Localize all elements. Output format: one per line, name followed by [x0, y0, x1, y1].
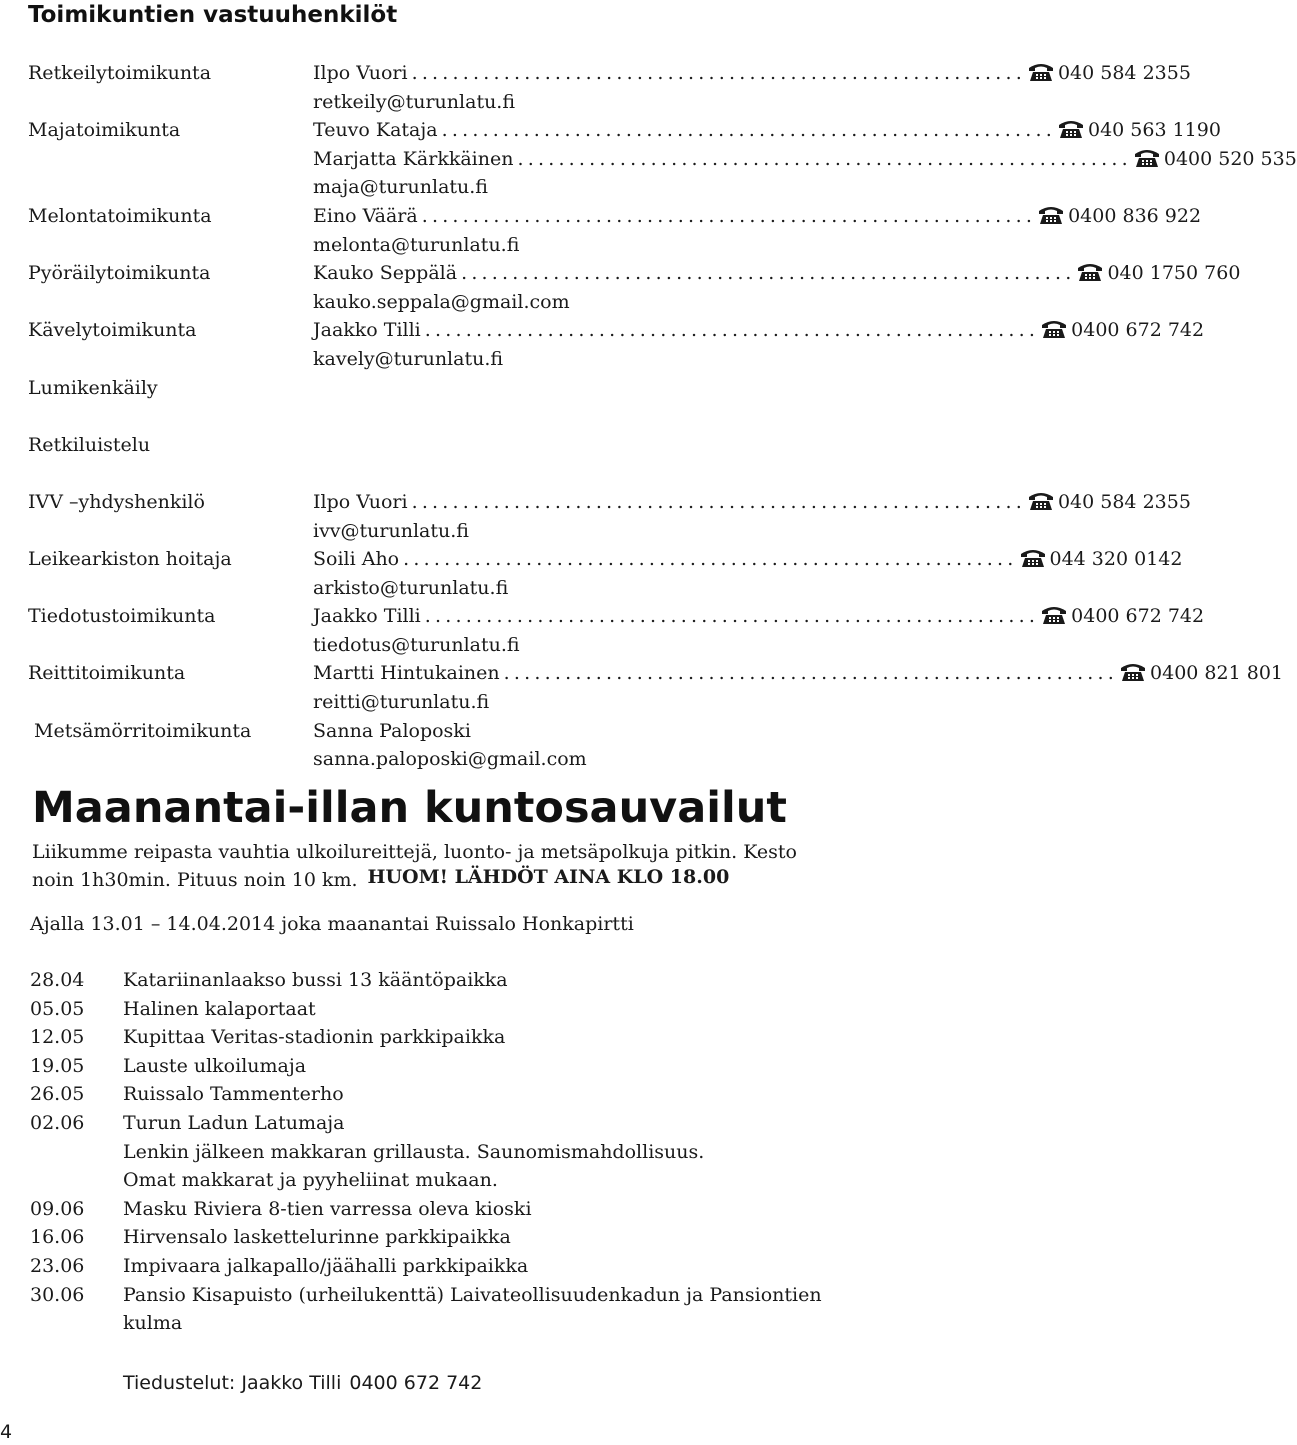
- contact-info: [123, 1368, 482, 1398]
- person-line: [313, 659, 1283, 688]
- person-line: [313, 602, 1205, 631]
- telephone-icon: [1041, 319, 1067, 339]
- schedule-row: [0, 1023, 960, 1052]
- committee-name: Metsämörritoimikunta: [34, 719, 252, 742]
- schedule-place: [123, 1223, 958, 1252]
- schedule-place: [123, 1109, 958, 1195]
- contact-row: [0, 602, 1205, 631]
- page-number: 4: [0, 1421, 13, 1443]
- phone-number: [1039, 602, 1204, 631]
- headline: Maanantai-illan kuntosauvailut: [32, 783, 787, 833]
- email-address: sanna.paloposki@gmail.com: [313, 748, 587, 771]
- email-address: maja@turunlatu.fi: [313, 176, 488, 199]
- committee-name: Retkiluistelu: [28, 433, 151, 456]
- contact-row: [0, 145, 1297, 174]
- telephone-icon: [1020, 548, 1046, 568]
- email-address: arkisto@turunlatu.fi: [313, 576, 509, 599]
- schedule-line: Ruissalo Tammenterho: [123, 1083, 344, 1106]
- schedule-line: Katariinanlaakso bussi 13 kääntöpaikka: [123, 969, 508, 991]
- contact-row: [0, 88, 960, 117]
- schedule-date: 16.06: [30, 1226, 85, 1249]
- phone-text: 040 563 1190: [1087, 119, 1221, 142]
- contact-row: [0, 345, 960, 374]
- schedule-place: [123, 1252, 958, 1281]
- phone-text: 0400 520 535: [1163, 147, 1297, 170]
- leader-dots: ............................................................: [411, 62, 1026, 84]
- schedule-place: [123, 995, 958, 1024]
- schedule-date: 12.05: [30, 1026, 85, 1049]
- contact-row: [0, 545, 1183, 574]
- schedule-date: 30.06: [30, 1283, 85, 1306]
- phone-number: [1036, 202, 1201, 231]
- contact-row: [0, 717, 960, 746]
- schedule-row: [0, 1052, 960, 1081]
- schedule-place: [123, 1052, 958, 1081]
- contact-row: [0, 631, 960, 660]
- email-address: tiedotus@turunlatu.fi: [313, 633, 520, 656]
- committee-name: Leikearkiston hoitaja: [28, 548, 232, 571]
- leader-dots: ............................................................: [424, 605, 1040, 628]
- person-line: [313, 259, 1241, 288]
- contact-row: [0, 173, 960, 202]
- phone-text: 040 1750 760: [1107, 262, 1241, 285]
- committee-name: Lumikenkäily: [28, 376, 158, 399]
- person-line: [313, 545, 1183, 574]
- contact-row: [0, 231, 960, 260]
- committee-name: Tiedotustoimikunta: [28, 605, 216, 628]
- telephone-icon: [1028, 62, 1054, 82]
- committee-name: Retkeilytoimikunta: [28, 62, 212, 84]
- person-line: [313, 59, 1191, 88]
- schedule-row: [0, 1223, 960, 1252]
- person-name: Martti Hintukainen: [313, 662, 500, 685]
- leader-dots: ............................................................: [441, 119, 1056, 142]
- person-line: [313, 202, 1202, 231]
- committee-name: Reittitoimikunta: [28, 662, 186, 685]
- schedule-row: [0, 1080, 960, 1109]
- committee-name: Kävelytoimikunta: [28, 319, 197, 342]
- person-name: Sanna Paloposki: [313, 719, 471, 742]
- committee-name: Majatoimikunta: [28, 119, 181, 142]
- intro-text: [32, 838, 960, 894]
- person-name: Ilpo Vuori: [313, 62, 408, 84]
- schedule-line: Masku Riviera 8-tien varressa oleva kioski: [123, 1197, 532, 1220]
- contact-row: [0, 574, 960, 603]
- person-line: [313, 116, 1221, 145]
- phone-number: [1026, 59, 1191, 88]
- period-text: Ajalla 13.01 – 14.04.2014 joka maanantai Ruissalo Honkapirtti: [30, 913, 634, 935]
- contact-row: [0, 402, 960, 431]
- schedule-place: [123, 966, 958, 995]
- section-title: Toimikuntien vastuuhenkilöt: [28, 2, 398, 28]
- leader-dots: ............................................................: [517, 147, 1132, 170]
- schedule-row: [0, 995, 960, 1024]
- schedule-line: Turun Ladun Latumaja: [123, 1111, 345, 1134]
- person-name: Ilpo Vuori: [313, 490, 408, 513]
- phone-number: [1026, 488, 1191, 517]
- telephone-icon: [1134, 148, 1160, 168]
- leader-dots: ............................................................: [503, 662, 1119, 685]
- contact-row: [0, 202, 1202, 231]
- schedule-date: 28.04: [30, 969, 85, 991]
- telephone-icon: [1028, 491, 1054, 511]
- phone-text: 040 584 2355: [1057, 490, 1191, 513]
- schedule-line: Omat makkarat ja pyyheliinat mukaan.: [123, 1169, 498, 1192]
- info-phone: 0400 672 742: [349, 1372, 483, 1394]
- schedule-line: Pansio Kisapuisto (urheilukenttä) Laivateollisuudenkadun ja Pansiontien: [123, 1283, 822, 1306]
- person-name: Jaakko Tilli: [313, 605, 421, 628]
- contact-row: [0, 431, 960, 460]
- contact-row: [0, 259, 1241, 288]
- phone-number: [1075, 259, 1240, 288]
- contact-row: [0, 459, 960, 488]
- contact-row: [0, 316, 1205, 345]
- email-address: melonta@turunlatu.fi: [313, 233, 520, 256]
- schedule-line: Lauste ulkoilumaja: [123, 1054, 307, 1077]
- telephone-icon: [1058, 119, 1084, 139]
- departure-notice: HUOM! LÄHDÖT AINA KLO 18.00: [367, 866, 730, 888]
- intro-line-2-text: noin 1h30min. Pituus noin 10 km.: [32, 869, 358, 891]
- schedule-line: kulma: [123, 1312, 183, 1335]
- schedule-line: Impivaara jalkapallo/jäähalli parkkipaikka: [123, 1254, 529, 1277]
- person-name: Soili Aho: [313, 548, 400, 571]
- email-address: kavely@turunlatu.fi: [313, 347, 504, 370]
- intro-line-1: Liikumme reipasta vauhtia ulkoilureittejä, luonto- ja metsäpolkuja pitkin. Kesto: [32, 841, 797, 863]
- schedule-place: [123, 1195, 958, 1224]
- telephone-icon: [1038, 205, 1064, 225]
- phone-number: [1039, 316, 1204, 345]
- schedule-line: Lenkin jälkeen makkaran grillausta. Saunomismahdollisuus.: [123, 1140, 705, 1163]
- email-address: ivv@turunlatu.fi: [313, 519, 469, 542]
- contact-row: [0, 288, 960, 317]
- phone-number: [1118, 659, 1283, 688]
- schedule-date: 05.05: [30, 997, 85, 1020]
- leader-dots: ............................................................: [424, 319, 1040, 342]
- phone-text: 040 584 2355: [1057, 62, 1191, 84]
- phone-number: [1132, 145, 1297, 174]
- person-name: Eino Väärä: [313, 204, 418, 227]
- committee-name: Melontatoimikunta: [28, 204, 212, 227]
- phone-number: [1056, 116, 1221, 145]
- schedule-date: 19.05: [30, 1054, 85, 1077]
- leader-dots: ............................................................: [421, 204, 1037, 227]
- schedule-date: 26.05: [30, 1083, 85, 1106]
- contact-row: [0, 116, 1221, 145]
- schedule-row: [0, 1281, 960, 1338]
- schedule-line: Hirvensalo laskettelurinne parkkipaikka: [123, 1226, 511, 1249]
- schedule-place: [123, 1080, 958, 1109]
- phone-text: 0400 672 742: [1071, 605, 1205, 628]
- schedule-line: Halinen kalaportaat: [123, 997, 316, 1020]
- person-name: Marjatta Kärkkäinen: [313, 147, 514, 170]
- leader-dots: ............................................................: [411, 490, 1026, 513]
- schedule-row: [0, 1252, 960, 1281]
- telephone-icon: [1120, 662, 1146, 682]
- contact-row: [0, 59, 1191, 88]
- person-line: [313, 316, 1205, 345]
- contact-row: [0, 517, 960, 546]
- contact-row: [0, 745, 960, 774]
- committee-name: IVV –yhdyshenkilö: [28, 490, 205, 513]
- contact-row: [0, 488, 1191, 517]
- email-address: retkeily@turunlatu.fi: [313, 90, 516, 113]
- intro-line-2: [32, 866, 960, 894]
- contact-row: [0, 659, 1283, 688]
- info-label: Tiedustelut: Jaakko Tilli: [123, 1372, 342, 1394]
- committee-name: Pyöräilytoimikunta: [28, 262, 211, 285]
- schedule-place: [123, 1281, 958, 1338]
- schedule-row: [0, 1109, 960, 1195]
- person-name: Teuvo Kataja: [313, 119, 438, 142]
- schedule-date: 02.06: [30, 1111, 85, 1134]
- person-name: Jaakko Tilli: [313, 319, 421, 342]
- schedule-place: [123, 1023, 958, 1052]
- person-name: Kauko Seppälä: [313, 262, 458, 285]
- phone-text: 0400 672 742: [1071, 319, 1205, 342]
- schedule-date: 23.06: [30, 1254, 85, 1277]
- schedule-list: [0, 966, 960, 1338]
- schedule-date: 09.06: [30, 1197, 85, 1220]
- contacts-list: [0, 59, 1297, 774]
- person-line: [313, 145, 1297, 174]
- phone-text: 044 320 0142: [1049, 548, 1183, 571]
- contact-row: [0, 374, 960, 403]
- email-address: kauko.seppala@gmail.com: [313, 290, 570, 313]
- leader-dots: ............................................................: [461, 262, 1076, 285]
- schedule-row: [0, 1195, 960, 1224]
- email-address: reitti@turunlatu.fi: [313, 691, 490, 714]
- phone-text: 0400 821 801: [1150, 662, 1283, 685]
- phone-number: [1018, 545, 1183, 574]
- schedule-row: [0, 966, 960, 995]
- phone-text: 0400 836 922: [1068, 204, 1202, 227]
- leader-dots: ............................................................: [403, 548, 1018, 571]
- contact-row: [0, 688, 960, 717]
- person-line: [313, 488, 1191, 517]
- telephone-icon: [1041, 605, 1067, 625]
- schedule-line: Kupittaa Veritas-stadionin parkkipaikka: [123, 1026, 506, 1049]
- telephone-icon: [1077, 262, 1103, 282]
